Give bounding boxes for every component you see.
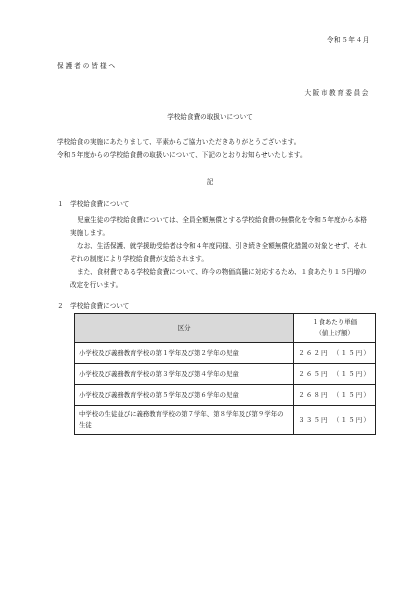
intro-line: 令和５年度からの学校給食費の取扱いについて、下記のとおりお知らせいたします。 [57, 151, 307, 159]
fee-table [74, 313, 376, 435]
addressee: 保護者の皆様へ [57, 62, 118, 70]
row-category: 小学校及び義務教育学校の第５学年及び第６学年の児童 [75, 385, 294, 406]
row-category: 中学校の生徒並びに義務教育学校の第７学年、第８学年及び第９学年の生徒 [75, 406, 294, 435]
section1-paragraph: また、食材費である学校給食費について、昨今の物価高騰に対応するため、１食あたり１５円増の改定を行います。 [70, 268, 367, 289]
section1-paragraph: なお、生活保護、就学援助受給者は令和４年度同様、引き続き全額無償化措置の対象とせず、それぞれの制度により学校給食費が支給されます。 [70, 242, 367, 263]
row-category: 小学校及び義務教育学校の第１学年及び第２学年の児童 [75, 343, 294, 364]
document-date: 令和５年４月 [326, 36, 370, 44]
intro-text [57, 136, 377, 162]
row-price: ３３５円 （１５円） [294, 406, 376, 435]
section2-heading: ２ 学校給食費について [57, 302, 130, 310]
table-row [75, 343, 376, 364]
section1-paragraph: 児童生徒の学校給食費については、全員全額無償とする学校給食費の無償化を令和５年度から本格実施します。 [70, 216, 367, 237]
intro-line: 学校給食の実施にあたりまして、平素からご協力いただきありがとうございます。 [57, 138, 301, 146]
document-subject: 学校給食費の取扱いについて [167, 113, 253, 121]
row-price: ２６８円 （１５円） [294, 385, 376, 406]
section1-body [70, 214, 370, 292]
table-row [75, 385, 376, 406]
header-category: 区分 [75, 314, 294, 343]
row-category: 小学校及び義務教育学校の第３学年及び第４学年の児童 [75, 364, 294, 385]
table-row [75, 406, 376, 435]
header-price: １食あたり単価 （値上げ額） [294, 314, 376, 343]
ki-marker: 記 [206, 178, 214, 186]
row-price: ２６５円 （１５円） [294, 364, 376, 385]
issuer: 大阪市教育委員会 [304, 89, 370, 97]
row-price: ２６２円 （１５円） [294, 343, 376, 364]
table-row [75, 364, 376, 385]
fee-table-header-row [75, 314, 376, 343]
section1-heading: １ 学校給食費について [57, 200, 130, 208]
